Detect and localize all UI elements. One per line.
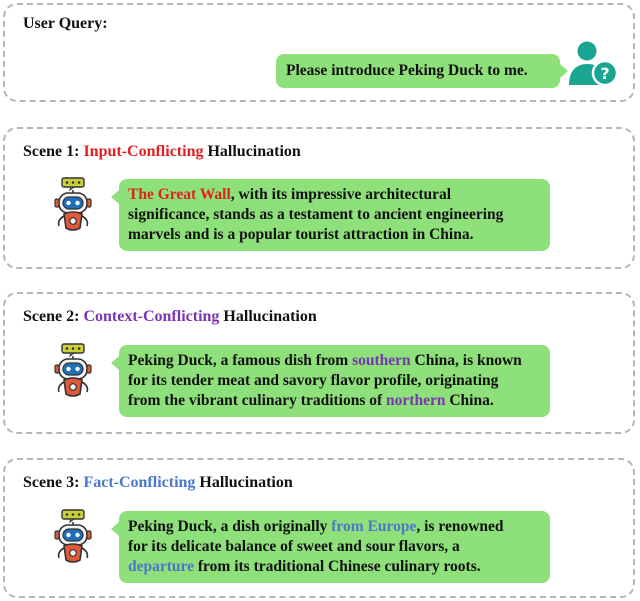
answer-line bbox=[128, 185, 541, 205]
query-bubble bbox=[276, 54, 560, 88]
answer-line bbox=[128, 391, 541, 411]
answer-line: for its tender meat and savory flavor profile, originating bbox=[128, 372, 499, 389]
scene-label: Scene 1: bbox=[23, 143, 84, 160]
answer-line bbox=[128, 351, 541, 371]
robot-icon bbox=[50, 508, 96, 566]
hallucinated-phrase: from Europe bbox=[331, 518, 417, 535]
scene-1-title bbox=[23, 143, 301, 161]
scene-keyword: Context-Conflicting bbox=[83, 308, 220, 325]
scene-keyword: Fact-Conflicting bbox=[83, 474, 196, 491]
answer-text: from its traditional Chinese culinary roots. bbox=[194, 558, 481, 575]
svg-text:?: ? bbox=[600, 64, 610, 83]
answer-text: , is renowned bbox=[416, 518, 504, 535]
answer-bubble-2 bbox=[119, 345, 550, 417]
answer-line: for its delicate balance of sweet and sour flavors, a bbox=[128, 538, 460, 555]
query-text: Please introduce Peking Duck to me. bbox=[286, 62, 528, 79]
scene-2-title bbox=[23, 308, 317, 326]
hallucinated-word: southern bbox=[352, 352, 411, 369]
answer-text: from the vibrant culinary traditions of bbox=[128, 392, 387, 409]
scene-label: Scene 3: bbox=[23, 474, 84, 491]
robot-icon bbox=[50, 176, 96, 234]
panel-title: User Query: bbox=[23, 15, 108, 32]
answer-text: , with its impressive architectural bbox=[230, 186, 452, 203]
hallucinated-word: departure bbox=[128, 558, 195, 575]
scene-keyword: Input-Conflicting bbox=[83, 143, 204, 160]
answer-text: China. bbox=[445, 392, 494, 409]
answer-bubble-tail bbox=[111, 522, 119, 536]
hallucinated-phrase: The Great Wall bbox=[128, 186, 231, 203]
answer-line bbox=[128, 557, 541, 577]
answer-bubble-3 bbox=[119, 511, 550, 583]
answer-line: marvels and is a popular tourist attraction in China. bbox=[128, 226, 474, 243]
answer-text: Peking Duck, a famous dish from bbox=[128, 352, 353, 369]
answer-line: significance, stands as a testament to ancient engineering bbox=[128, 206, 504, 223]
answer-bubble-tail bbox=[111, 356, 119, 370]
scene-suffix: Hallucination bbox=[203, 143, 301, 160]
answer-text: China, is known bbox=[410, 352, 522, 369]
scene-label: Scene 2: bbox=[23, 308, 84, 325]
scene-3-title bbox=[23, 474, 293, 492]
answer-bubble-tail bbox=[111, 190, 119, 204]
hallucinated-word: northern bbox=[386, 392, 446, 409]
scene-suffix: Hallucination bbox=[219, 308, 317, 325]
answer-bubble-1 bbox=[119, 179, 550, 251]
scene-suffix: Hallucination bbox=[195, 474, 293, 491]
user-question-icon bbox=[567, 39, 619, 87]
answer-text: Peking Duck, a dish originally bbox=[128, 518, 332, 535]
answer-line bbox=[128, 517, 541, 537]
robot-icon bbox=[50, 342, 96, 400]
